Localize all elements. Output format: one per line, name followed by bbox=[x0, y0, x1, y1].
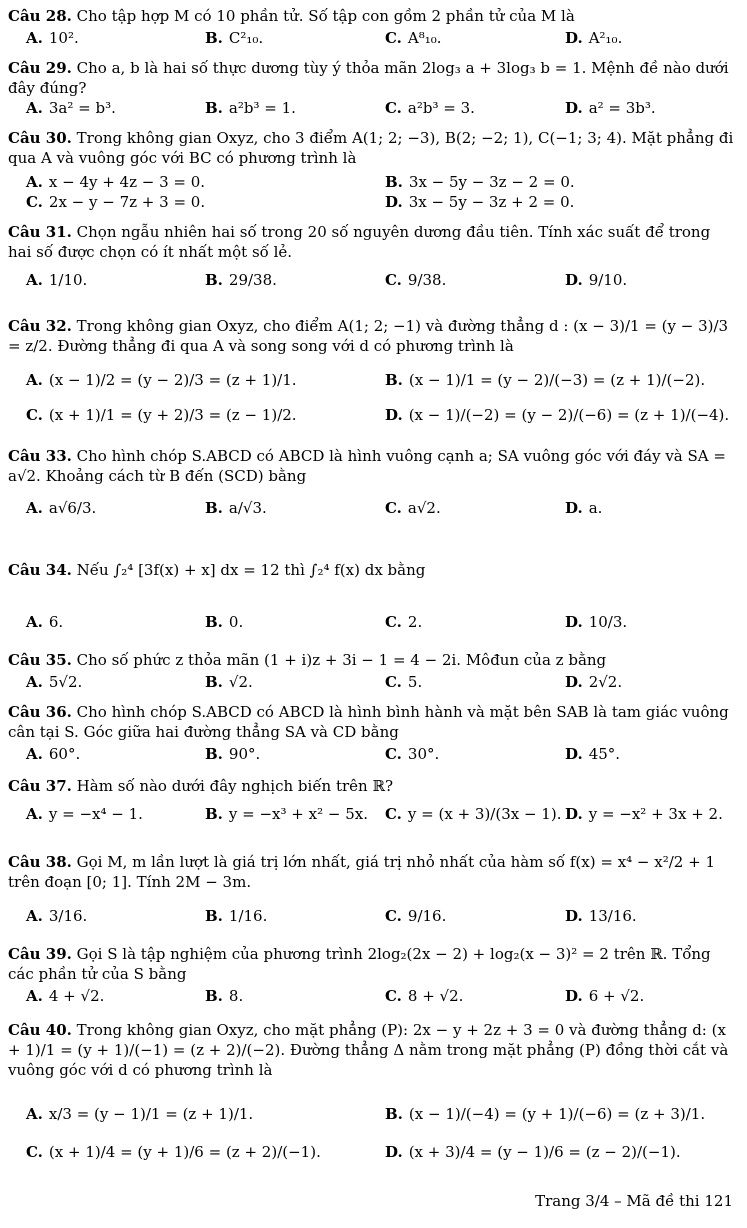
question-number: Câu 29. bbox=[8, 59, 72, 77]
option-c: C. y = (x + 3)/(3x − 1). bbox=[385, 805, 562, 823]
option-a: A. 1/10. bbox=[26, 271, 88, 289]
question-stem: Cho hình chóp S.ABCD có ABCD là hình vuông cạnh a; SA vuông góc với đáy và SA = a√2. Khoảng cách từ B đến (SCD) bằng bbox=[8, 447, 726, 485]
question-stem: Trong không gian Oxyz, cho điểm A(1; 2; −1) và đường thẳng d : (x − 3)/1 = (y − 3)/3 = z/2. Đường thẳng đi qua A và song song với d có phương trình là bbox=[8, 317, 729, 355]
option-b: B. 8. bbox=[205, 987, 244, 1005]
option-b: B. (x − 1)/(−4) = (y + 1)/(−6) = (z + 3)/1. bbox=[385, 1105, 706, 1123]
option-b: B. a²b³ = 1. bbox=[205, 99, 296, 117]
question-28 bbox=[8, 6, 736, 26]
question-number: Câu 36. bbox=[8, 703, 72, 721]
option-d: D. 6 + √2. bbox=[565, 987, 645, 1005]
question-number: Câu 32. bbox=[8, 317, 72, 335]
option-a: A. 4 + √2. bbox=[26, 987, 105, 1005]
question-number: Câu 31. bbox=[8, 223, 72, 241]
question-stem: Nếu ∫₂⁴ [3f(x) + x] dx = 12 thì ∫₂⁴ f(x) dx bằng bbox=[76, 561, 426, 579]
option-d: D. a² = 3b³. bbox=[565, 99, 656, 117]
option-b: B. 29/38. bbox=[205, 271, 277, 289]
option-c: C. a²b³ = 3. bbox=[385, 99, 475, 117]
option-b: B. 90°. bbox=[205, 745, 261, 763]
question-stem: Gọi S là tập nghiệm của phương trình 2log₂(2x − 2) + log₂(x − 3)² = 2 trên ℝ. Tổng các phần tử của S bằng bbox=[8, 945, 711, 983]
option-a: A. 60°. bbox=[26, 745, 81, 763]
option-a: A. 6. bbox=[26, 613, 64, 631]
option-b: B. (x − 1)/1 = (y − 2)/(−3) = (z + 1)/(−2). bbox=[385, 371, 706, 389]
question-33 bbox=[8, 446, 736, 486]
option-c: C. 2x − y − 7z + 3 = 0. bbox=[26, 193, 206, 211]
option-a: A. y = −x⁴ − 1. bbox=[26, 805, 143, 823]
option-d: D. (x − 1)/(−2) = (y − 2)/(−6) = (z + 1)/(−4). bbox=[385, 406, 730, 424]
question-37 bbox=[8, 776, 736, 796]
option-d: D. 9/10. bbox=[565, 271, 628, 289]
option-d: D. 45°. bbox=[565, 745, 621, 763]
question-number: Câu 38. bbox=[8, 853, 72, 871]
option-c: C. 9/38. bbox=[385, 271, 447, 289]
option-d: D. y = −x² + 3x + 2. bbox=[565, 805, 723, 823]
question-number: Câu 34. bbox=[8, 561, 72, 579]
option-a: A. (x − 1)/2 = (y − 2)/3 = (z + 1)/1. bbox=[26, 371, 297, 389]
option-d: D. 13/16. bbox=[565, 907, 637, 925]
question-number: Câu 28. bbox=[8, 7, 72, 25]
question-40 bbox=[8, 1020, 736, 1080]
question-number: Câu 35. bbox=[8, 651, 72, 669]
question-number: Câu 33. bbox=[8, 447, 72, 465]
option-a: A. 3a² = b³. bbox=[26, 99, 116, 117]
option-b: B. √2. bbox=[205, 673, 253, 691]
option-b: B. 1/16. bbox=[205, 907, 268, 925]
option-d: D. a. bbox=[565, 499, 603, 517]
question-29 bbox=[8, 58, 736, 98]
option-b: B. C²₁₀. bbox=[205, 29, 264, 47]
question-39 bbox=[8, 944, 736, 984]
option-b: B. y = −x³ + x² − 5x. bbox=[205, 805, 368, 823]
option-c: C. 2. bbox=[385, 613, 423, 631]
question-number: Câu 37. bbox=[8, 777, 72, 795]
option-a: A. a√6/3. bbox=[26, 499, 97, 517]
option-d: D. (x + 3)/4 = (y − 1)/6 = (z − 2)/(−1). bbox=[385, 1143, 681, 1161]
option-c: C. (x + 1)/4 = (y + 1)/6 = (z + 2)/(−1). bbox=[26, 1143, 321, 1161]
option-a: A. 10². bbox=[26, 29, 79, 47]
question-stem: Trong không gian Oxyz, cho 3 điểm A(1; 2; −3), B(2; −2; 1), C(−1; 3; 4). Mặt phẳng đi qua A và vuông góc với BC có phương trình là bbox=[8, 129, 734, 167]
question-stem: Chọn ngẫu nhiên hai số trong 20 số nguyên dương đầu tiên. Tính xác suất để trong hai số được chọn có ít nhất một số lẻ. bbox=[8, 223, 711, 261]
option-c: C. 5. bbox=[385, 673, 423, 691]
option-c: C. 9/16. bbox=[385, 907, 447, 925]
option-a: A. 5√2. bbox=[26, 673, 83, 691]
question-stem: Cho a, b là hai số thực dương tùy ý thỏa mãn 2log₃ a + 3log₃ b = 1. Mệnh đề nào dưới đây đúng? bbox=[8, 59, 729, 97]
option-d: D. A²₁₀. bbox=[565, 29, 623, 47]
option-d: D. 10/3. bbox=[565, 613, 628, 631]
question-35 bbox=[8, 650, 736, 670]
question-36 bbox=[8, 702, 736, 742]
question-stem: Trong không gian Oxyz, cho mặt phẳng (P): 2x − y + 2z + 3 = 0 và đường thẳng d: (x + 1)/1 = (y + 1)/(−1) = (z + 2)/(−2). Đường thẳng Δ nằm trong mặt phẳng (P) đồng thời cắt và vuông góc với d có phương trình là bbox=[8, 1021, 729, 1079]
question-stem: Cho tập hợp M có 10 phần tử. Số tập con gồm 2 phần tử của M là bbox=[76, 7, 575, 25]
option-c: C. a√2. bbox=[385, 499, 441, 517]
option-a: A. x/3 = (y − 1)/1 = (z + 1)/1. bbox=[26, 1105, 254, 1123]
option-b: B. 0. bbox=[205, 613, 244, 631]
option-a: A. x − 4y + 4z − 3 = 0. bbox=[26, 173, 206, 191]
option-c: C. 30°. bbox=[385, 745, 440, 763]
page-footer: Trang 3/4 – Mã đề thi 121 bbox=[535, 1192, 733, 1210]
option-c: C. A⁸₁₀. bbox=[385, 29, 442, 47]
question-30 bbox=[8, 128, 736, 168]
question-stem: Cho hình chóp S.ABCD có ABCD là hình bình hành và mặt bên SAB là tam giác vuông cân tại S. Góc giữa hai đường thẳng SA và CD bằng bbox=[8, 703, 729, 741]
question-number: Câu 30. bbox=[8, 129, 72, 147]
option-c: C. (x + 1)/1 = (y + 2)/3 = (z − 1)/2. bbox=[26, 406, 297, 424]
option-a: A. 3/16. bbox=[26, 907, 88, 925]
question-stem: Hàm số nào dưới đây nghịch biến trên ℝ? bbox=[76, 777, 393, 795]
option-d: D. 2√2. bbox=[565, 673, 623, 691]
question-38 bbox=[8, 852, 736, 892]
question-32 bbox=[8, 316, 736, 356]
question-number: Câu 40. bbox=[8, 1021, 72, 1039]
question-34 bbox=[8, 560, 736, 580]
question-31 bbox=[8, 222, 736, 262]
question-stem: Cho số phức z thỏa mãn (1 + i)z + 3i − 1 = 4 − 2i. Môđun của z bằng bbox=[76, 651, 607, 669]
option-b: B. 3x − 5y − 3z − 2 = 0. bbox=[385, 173, 575, 191]
option-b: B. a/√3. bbox=[205, 499, 267, 517]
question-stem: Gọi M, m lần lượt là giá trị lớn nhất, giá trị nhỏ nhất của hàm số f(x) = x⁴ − x²/2 + 1 trên đoạn [0; 1]. Tính 2M − 3m. bbox=[8, 853, 715, 891]
option-c: C. 8 + √2. bbox=[385, 987, 464, 1005]
option-d: D. 3x − 5y − 3z + 2 = 0. bbox=[385, 193, 575, 211]
question-number: Câu 39. bbox=[8, 945, 72, 963]
